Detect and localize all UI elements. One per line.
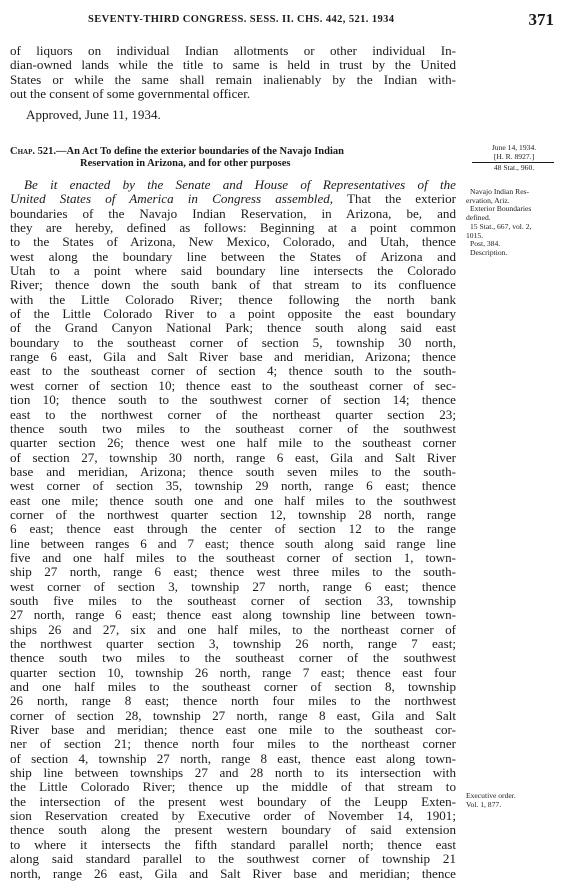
text-line: west corner of section 35, township 29 north, range 6 east; thence xyxy=(10,478,456,494)
text-line: dian-owned lands while the title to same is held in trust by the United xyxy=(10,57,456,73)
text-line: of the Little Colorado River to a point opposite the east boundary xyxy=(10,306,456,322)
page-number: 371 xyxy=(528,10,554,29)
text-line: 27 north, range 6 east; thence east along township line between town- xyxy=(10,607,456,623)
text-line: 26 north, range 8 east; thence north four miles to the northwest xyxy=(10,693,456,709)
text-line: 6 east; thence east through the center of section 12 to the range xyxy=(10,521,456,537)
text-line: of section 4, township 27 north, range 8 east, thence east along town- xyxy=(10,750,456,766)
text-line: five and one half miles to the southeast corner of section 1, town- xyxy=(10,549,456,565)
text-line: tion 10; thence south to the southwest corner of section 14; thence xyxy=(10,392,456,408)
text-line: the intersection of the present west boundary of the Leupp Exten- xyxy=(10,793,456,809)
chapter-heading-line-1 xyxy=(10,146,456,158)
text-line: base and meridian, Arizona; thence south seven miles to the south- xyxy=(10,463,456,479)
text-line: west along the boundary line between the States of Arizona and xyxy=(10,248,456,264)
margin-notes-executive-order xyxy=(466,792,562,809)
text-line: the northwest quarter section 3, township 26 north, range 7 east; xyxy=(10,636,456,651)
text-line: west corner of section 10; thence east to the southeast corner of sec- xyxy=(10,377,456,393)
margin-note: Post, 384. xyxy=(470,239,501,249)
margin-header xyxy=(466,144,562,173)
text-line: ships 26 and 27, six and one half miles, to the northeast corner of xyxy=(10,621,456,637)
text-line: Utah to a point where said boundary line intersects the Colorado xyxy=(10,263,456,279)
text-line: west corner of section 3, township 27 north, range 6 east; thence xyxy=(10,578,456,594)
act-body xyxy=(10,178,456,881)
text-line: boundaries of the Navajo Indian Reservation, in Arizona, be, and xyxy=(10,205,456,221)
text-line: and one half miles to the southeast corner of section 8, township xyxy=(10,679,456,695)
text-line: east to the southeast corner of section 4; thence south to the south- xyxy=(10,363,456,379)
margin-notes-description xyxy=(466,188,562,258)
text-line: ship line between townships 27 and 28 north to its intersection with xyxy=(10,765,456,781)
text-line: River; thence down the south bank of that stream to its confluence xyxy=(10,277,456,293)
margin-note: ervation, Ariz. xyxy=(466,195,510,205)
chapter-heading xyxy=(10,146,456,170)
enacting-clause-line-2: United States of America in Congress assembled, That the exterior xyxy=(10,191,456,207)
margin-note: defined. xyxy=(466,213,491,223)
margin-bill-number: [H. R. 8927.] xyxy=(493,151,535,161)
text-line: they are hereby, defined as follows: Beginning at a point common xyxy=(10,220,456,236)
text-line: of liquors on individual Indian allotments or other individual In- xyxy=(10,43,456,58)
margin-stat-citation: 48 Stat., 960. xyxy=(493,163,535,173)
text-line: ner of section 21; thence north four miles to the northeast corner xyxy=(10,736,456,752)
text-line: sion Reservation created by Executive order of November 14, 1901; xyxy=(10,808,456,824)
margin-note: 1015. xyxy=(466,230,484,240)
text-line: of section 27, township 30 north, range 6 east, Gila and Salt River xyxy=(10,449,456,465)
margin-date: June 14, 1934. xyxy=(491,143,537,152)
text-line: east one mile; thence south one and one half miles to the southwest xyxy=(10,492,456,508)
text-line: to where it intersects the fifth standard parallel north; thence east xyxy=(10,836,456,852)
margin-note: Exterior Boundaries xyxy=(470,204,532,214)
margin-note: 15 Stat., 667, vol. 2, xyxy=(470,221,532,231)
chapter-title-part-2: Reservation in Arizona, and for other purposes xyxy=(80,158,291,169)
margin-note: Description. xyxy=(470,247,508,257)
text-line: the Little Colorado River; thence up the middle of that stream to xyxy=(10,779,456,795)
text-line: River base and meridian; thence east one mile to the southeast cor- xyxy=(10,722,456,738)
text-line: thence south two miles to the southeast corner of the southwest xyxy=(10,650,456,666)
text-line: quarter section 26; thence west one half mile to the southeast corner xyxy=(10,435,456,451)
enacting-clause-line-1: Be it enacted by the Senate and House of Representatives of the xyxy=(24,177,456,192)
margin-note: Navajo Indian Res- xyxy=(470,187,530,196)
text-line: corner of section 28, township 27 north, range 8 east, Gila and Salt xyxy=(10,707,456,723)
text-line: thence south along the present western boundary of said extension xyxy=(10,822,456,838)
chapter-title-part-1: —An Act To define the exterior boundaries of the Navajo Indian xyxy=(55,146,344,157)
text-line: north, range 26 east, Gila and Salt River base and meridian; thence xyxy=(10,865,456,881)
approval-date: Approved, June 11, 1934. xyxy=(26,107,161,122)
text-line: States or while the same shall remain inalienably by the Indian with- xyxy=(10,71,456,87)
text-line: of the Grand Canyon National Park; thence south along said east xyxy=(10,320,456,336)
boundary-description xyxy=(10,207,456,881)
text-line: east to the northwest corner of the northeast quarter section 23; xyxy=(10,406,456,422)
text-line: to the States of Arizona, New Mexico, Colorado, and Utah, thence xyxy=(10,234,456,250)
text-line: along said standard parallel to the southwest corner of township 21 xyxy=(10,851,456,867)
running-head: SEVENTY-THIRD CONGRESS. SESS. II. CHS. 442, 521. 1934 xyxy=(88,14,395,25)
text-line: boundary to the southeast corner of section 5, township 30 north, xyxy=(10,334,456,350)
prior-chapter-text xyxy=(10,44,456,101)
text-line: with the Little Colorado River; thence following the north bank xyxy=(10,291,456,307)
margin-note: Vol. 1, 877. xyxy=(466,799,502,809)
margin-note: Executive order. xyxy=(466,791,516,800)
text-line: ship 27 north, range 6 east; thence west three miles to the south- xyxy=(10,564,456,580)
text-line: corner of the northwest quarter section 12, township 28 north, range xyxy=(10,506,456,522)
text-line: range 6 east, Gila and Salt River base and meridian, Arizona; thence xyxy=(10,349,456,365)
chapter-label: Chap. 521. xyxy=(10,146,56,157)
text-line: thence south two miles to the southeast corner of the southwest xyxy=(10,420,456,436)
text-line: south five miles to the southeast corner of section 33, township xyxy=(10,592,456,608)
text-line: quarter section 10, township 26 north, range 7 east; thence east four xyxy=(10,664,456,680)
text-line: line between ranges 6 and 7 east; thence south along said range line xyxy=(10,535,456,551)
text-line: out the consent of some governmental officer. xyxy=(10,86,251,102)
